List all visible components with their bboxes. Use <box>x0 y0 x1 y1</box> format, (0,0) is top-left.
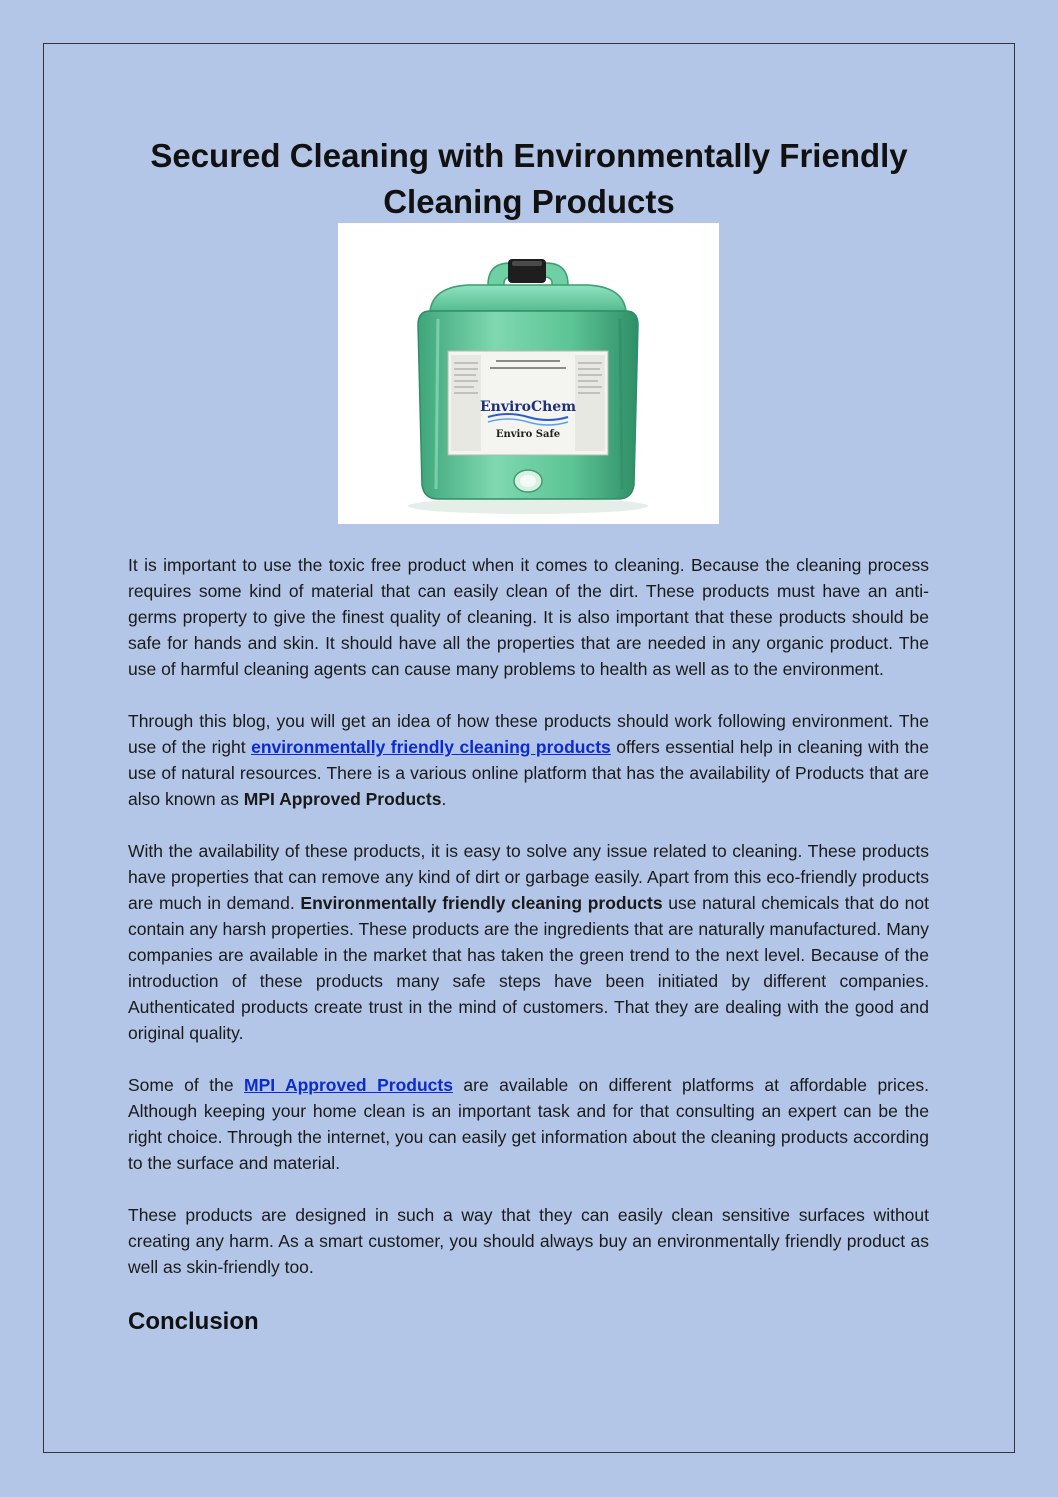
product-image <box>338 223 719 524</box>
page-title: Secured Cleaning with Environmentally Friendly Cleaning Products <box>150 137 908 220</box>
label-brand: EnviroChem <box>479 399 577 415</box>
cleaning-container-illustration <box>338 223 719 524</box>
container-top <box>430 285 626 311</box>
paragraph-5: These products are designed in such a way that they can easily clean sensitive surfaces without creating any harm. As a smart customer, you should always buy an environmentally friendly product as well as skin-friendly too. <box>128 1205 929 1277</box>
link-environmentally-friendly-cleaning-products[interactable]: environmentally friendly cleaning products <box>251 737 611 757</box>
paragraph-4: Some of the MPI Approved Products are available on different platforms at affordable prices. Although keeping your home clean is an important task and for that consulting an expert can be the right choice. Through the internet, you can easily get information about the cleaning products according to the surface and material. <box>128 1075 929 1173</box>
conclusion-heading: Conclusion <box>128 1308 259 1335</box>
paragraph-3: With the availability of these products, it is easy to solve any issue related to cleaning. These products have properties that can remove any kind of dirt or garbage easily. Apart from this eco-friendly products are much in demand. Environmentally friendly cleaning products use natural chemicals that do not contain any harsh properties. These products are the ingredients that are naturally manufactured. Many companies are available in the market that has taken the green trend to the next level. Because of the introduction of these products many safe steps have been initiated by different companies. Authenticated products create trust in the mind of customers. That they are dealing with the good and original quality. <box>128 841 930 1043</box>
label-product: Enviro Safe <box>495 429 561 440</box>
shadow <box>408 498 648 514</box>
paragraph-2: Through this blog, you will get an idea of how these products should work following environment. The use of the right environmentally friendly cleaning products offers essential help in cleaning with the use of natural resources. There is a various online platform that has the availability of Products that are also known as MPI Approved Products. <box>128 711 929 809</box>
link-mpi-approved-products[interactable]: MPI Approved Products <box>244 1075 453 1095</box>
paragraph-1: It is important to use the toxic free product when it comes to cleaning. Because the cleaning process requires some kind of material that can easily clean of the dirt. These products must have an anti-germs property to give the finest quality of cleaning. It is also important that these products should be safe for hands and skin. It should have all the properties that are needed in any organic product. The use of harmful cleaning agents can cause many problems to health as well as to the environment. <box>128 555 929 679</box>
bold-environmentally-friendly-cleaning-products: Environmentally friendly cleaning products <box>300 893 663 913</box>
bold-mpi-approved-products: MPI Approved Products <box>243 789 442 809</box>
article-body <box>128 552 929 1338</box>
